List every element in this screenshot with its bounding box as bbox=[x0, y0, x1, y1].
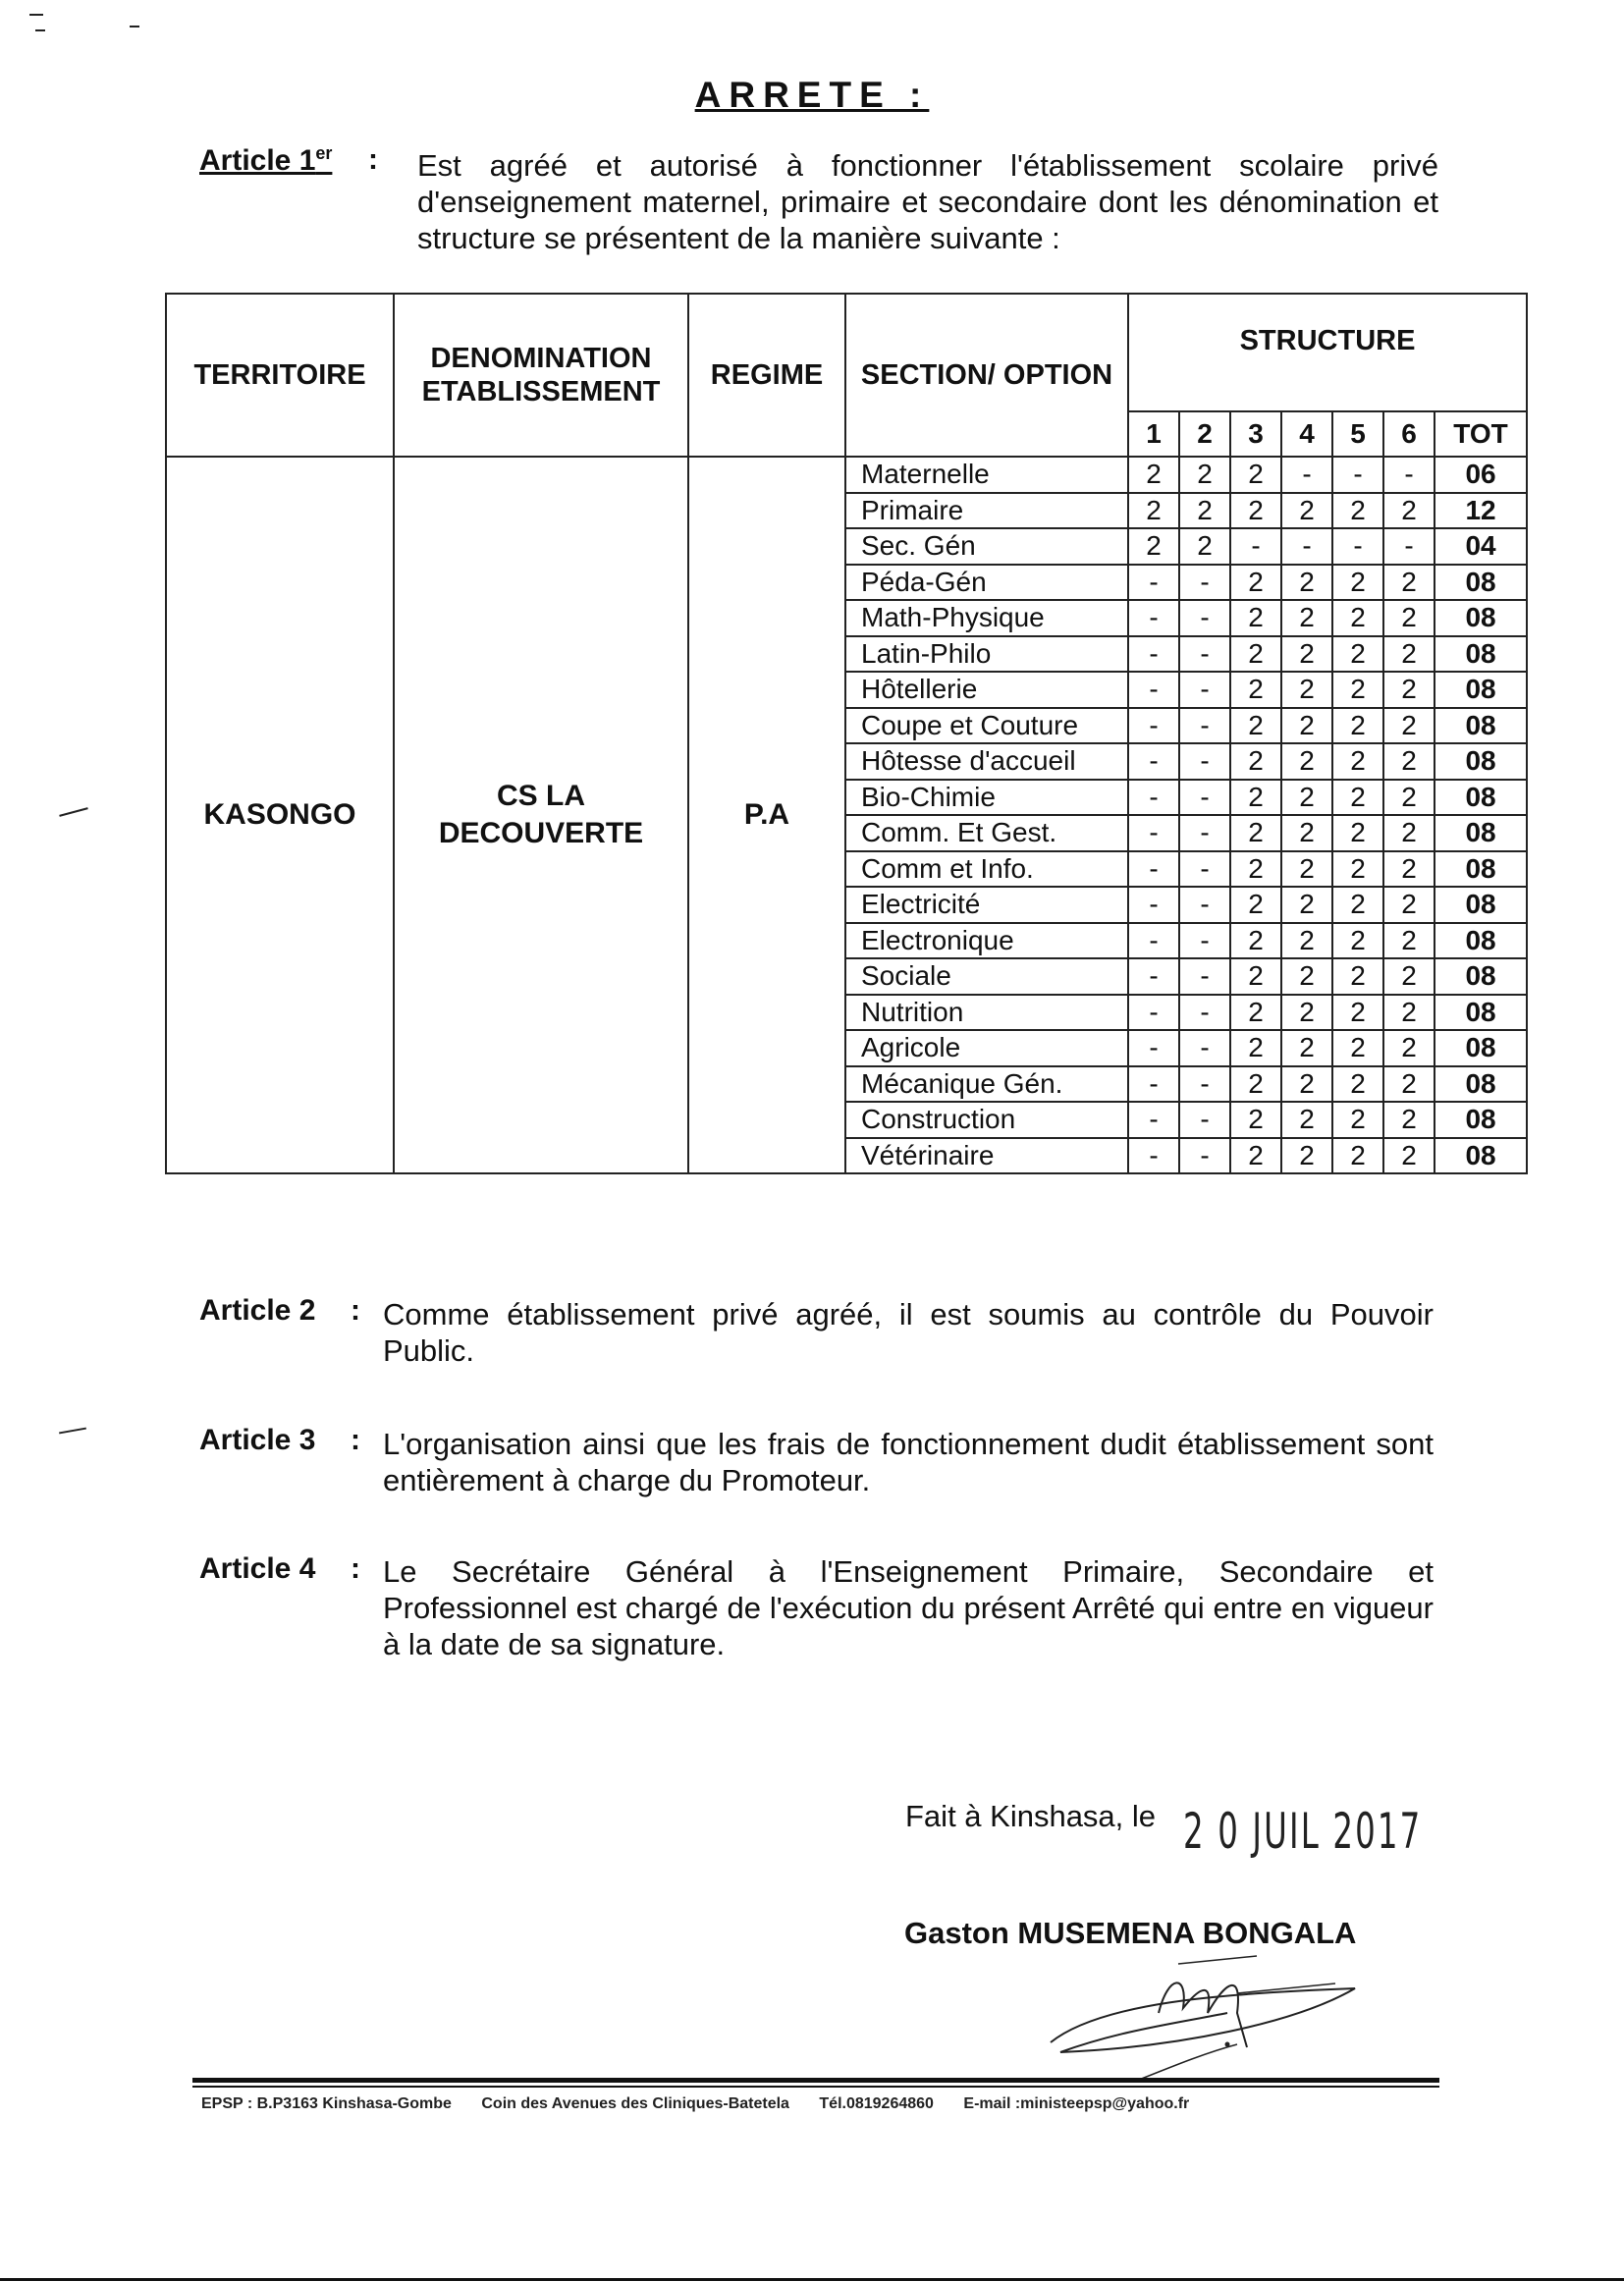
cell-level-2: - bbox=[1179, 923, 1230, 959]
cell-level-4: 2 bbox=[1281, 887, 1332, 923]
footer-rule-thick bbox=[192, 2078, 1439, 2083]
handwritten-signature bbox=[1041, 1954, 1375, 2082]
cell-level-2: - bbox=[1179, 815, 1230, 851]
cell-level-2: - bbox=[1179, 1066, 1230, 1103]
cell-level-4: 2 bbox=[1281, 600, 1332, 636]
cell-level-5: 2 bbox=[1332, 780, 1383, 816]
cell-total: 08 bbox=[1435, 923, 1527, 959]
footer-rule-thin bbox=[192, 2086, 1439, 2088]
cell-level-1: - bbox=[1128, 743, 1179, 780]
header-regime: REGIME bbox=[688, 294, 845, 457]
footer-email: E-mail :ministeepsp@yahoo.fr bbox=[963, 2095, 1190, 2112]
cell-total: 08 bbox=[1435, 1066, 1527, 1103]
cell-territoire: KASONGO bbox=[166, 457, 394, 1173]
cell-level-2: 2 bbox=[1179, 528, 1230, 565]
cell-level-5: 2 bbox=[1332, 923, 1383, 959]
cell-level-2: 2 bbox=[1179, 493, 1230, 529]
cell-level-6: 2 bbox=[1383, 1138, 1435, 1174]
cell-level-3: 2 bbox=[1230, 493, 1281, 529]
cell-level-6: 2 bbox=[1383, 600, 1435, 636]
cell-level-2: - bbox=[1179, 672, 1230, 708]
cell-level-5: 2 bbox=[1332, 636, 1383, 673]
cell-level-4: 2 bbox=[1281, 493, 1332, 529]
cell-option: Comm. Et Gest. bbox=[845, 815, 1128, 851]
cell-level-1: - bbox=[1128, 1030, 1179, 1066]
cell-total: 08 bbox=[1435, 815, 1527, 851]
cell-level-5: 2 bbox=[1332, 887, 1383, 923]
cell-level-5: 2 bbox=[1332, 1102, 1383, 1138]
page-bottom-edge bbox=[0, 2278, 1624, 2281]
header-total: TOT bbox=[1435, 411, 1527, 457]
table-row bbox=[166, 457, 1527, 493]
article-3-separator: : bbox=[351, 1424, 360, 1456]
cell-level-6: 2 bbox=[1383, 923, 1435, 959]
cell-level-4: 2 bbox=[1281, 1066, 1332, 1103]
structure-table-body bbox=[166, 457, 1527, 1173]
article-1-label-text: Article 1 bbox=[199, 144, 316, 177]
cell-level-1: - bbox=[1128, 780, 1179, 816]
cell-level-3: 2 bbox=[1230, 780, 1281, 816]
cell-total: 08 bbox=[1435, 565, 1527, 601]
cell-level-6: - bbox=[1383, 528, 1435, 565]
cell-level-4: 2 bbox=[1281, 636, 1332, 673]
cell-total: 08 bbox=[1435, 672, 1527, 708]
cell-option: Péda-Gén bbox=[845, 565, 1128, 601]
article-4-text: Le Secrétaire Général à l'Enseignement Primaire, Secondaire et Professionnel est chargé de l'exécution du présent Arrêté qui entre en vigueur à la date de sa signature. bbox=[383, 1554, 1434, 1661]
cell-level-4: - bbox=[1281, 457, 1332, 493]
cell-level-3: 2 bbox=[1230, 1066, 1281, 1103]
cell-level-1: 2 bbox=[1128, 493, 1179, 529]
cell-option: Math-Physique bbox=[845, 600, 1128, 636]
cell-option: Vétérinaire bbox=[845, 1138, 1128, 1174]
cell-level-3: 2 bbox=[1230, 708, 1281, 744]
cell-level-3: 2 bbox=[1230, 995, 1281, 1031]
scan-mark bbox=[59, 1428, 86, 1435]
cell-level-2: 2 bbox=[1179, 457, 1230, 493]
header-level-2: 2 bbox=[1179, 411, 1230, 457]
cell-level-3: 2 bbox=[1230, 1102, 1281, 1138]
cell-option: Electronique bbox=[845, 923, 1128, 959]
header-structure: STRUCTURE bbox=[1128, 294, 1527, 411]
footer bbox=[201, 2095, 1215, 2113]
cell-level-3: 2 bbox=[1230, 815, 1281, 851]
cell-option: Electricité bbox=[845, 887, 1128, 923]
article-1-label bbox=[199, 143, 332, 178]
footer-street: Coin des Avenues des Cliniques-Batetela bbox=[481, 2095, 789, 2112]
cell-level-6: 2 bbox=[1383, 780, 1435, 816]
cell-level-2: - bbox=[1179, 995, 1230, 1031]
cell-level-6: 2 bbox=[1383, 1066, 1435, 1103]
cell-total: 08 bbox=[1435, 995, 1527, 1031]
cell-level-6: 2 bbox=[1383, 708, 1435, 744]
cell-option: Nutrition bbox=[845, 995, 1128, 1031]
cell-level-2: - bbox=[1179, 565, 1230, 601]
cell-total: 08 bbox=[1435, 600, 1527, 636]
header-level-5: 5 bbox=[1332, 411, 1383, 457]
cell-level-6: 2 bbox=[1383, 636, 1435, 673]
cell-level-5: 2 bbox=[1332, 1030, 1383, 1066]
cell-level-3: 2 bbox=[1230, 851, 1281, 888]
cell-level-1: - bbox=[1128, 887, 1179, 923]
signature-place: Fait à Kinshasa, le bbox=[905, 1799, 1157, 1833]
cell-total: 08 bbox=[1435, 851, 1527, 888]
cell-level-3: 2 bbox=[1230, 1138, 1281, 1174]
cell-level-1: - bbox=[1128, 1102, 1179, 1138]
article-1-label-sup: er bbox=[315, 143, 333, 163]
cell-level-6: 2 bbox=[1383, 1030, 1435, 1066]
scan-mark bbox=[35, 29, 45, 31]
cell-level-4: - bbox=[1281, 528, 1332, 565]
cell-option: Hôtellerie bbox=[845, 672, 1128, 708]
cell-level-4: 2 bbox=[1281, 815, 1332, 851]
cell-level-1: - bbox=[1128, 815, 1179, 851]
article-1-separator: : bbox=[368, 143, 378, 176]
cell-level-4: 2 bbox=[1281, 958, 1332, 995]
cell-level-3: 2 bbox=[1230, 923, 1281, 959]
cell-level-3: 2 bbox=[1230, 672, 1281, 708]
cell-option: Hôtesse d'accueil bbox=[845, 743, 1128, 780]
cell-option: Sec. Gén bbox=[845, 528, 1128, 565]
cell-total: 08 bbox=[1435, 636, 1527, 673]
cell-level-6: 2 bbox=[1383, 815, 1435, 851]
cell-level-3: 2 bbox=[1230, 636, 1281, 673]
cell-level-5: 2 bbox=[1332, 995, 1383, 1031]
header-denomination: DENOMINATION ETABLISSEMENT bbox=[394, 294, 688, 457]
cell-total: 08 bbox=[1435, 1030, 1527, 1066]
cell-level-5: 2 bbox=[1332, 600, 1383, 636]
header-level-1: 1 bbox=[1128, 411, 1179, 457]
cell-level-5: 2 bbox=[1332, 958, 1383, 995]
cell-level-2: - bbox=[1179, 1102, 1230, 1138]
cell-level-3: 2 bbox=[1230, 743, 1281, 780]
article-2-separator: : bbox=[351, 1294, 360, 1327]
article-1-text: Est agréé et autorisé à fonctionner l'établissement scolaire privé d'enseignement maternel, primaire et secondaire dont les dénomination et structure se présentent de la manière suivante : bbox=[417, 148, 1438, 255]
cell-level-1: - bbox=[1128, 1066, 1179, 1103]
cell-level-1: - bbox=[1128, 851, 1179, 888]
cell-total: 06 bbox=[1435, 457, 1527, 493]
cell-option: Comm et Info. bbox=[845, 851, 1128, 888]
footer-phone: Tél.0819264860 bbox=[819, 2095, 934, 2112]
cell-option: Bio-Chimie bbox=[845, 780, 1128, 816]
cell-level-1: - bbox=[1128, 636, 1179, 673]
cell-level-2: - bbox=[1179, 708, 1230, 744]
cell-level-4: 2 bbox=[1281, 743, 1332, 780]
cell-level-4: 2 bbox=[1281, 708, 1332, 744]
cell-level-6: 2 bbox=[1383, 851, 1435, 888]
cell-level-3: - bbox=[1230, 528, 1281, 565]
cell-level-2: - bbox=[1179, 743, 1230, 780]
header-level-4: 4 bbox=[1281, 411, 1332, 457]
cell-denomination: CS LA DECOUVERTE bbox=[394, 457, 688, 1173]
document-title: ARRETE : bbox=[694, 75, 930, 115]
cell-option: Agricole bbox=[845, 1030, 1128, 1066]
signatory-name: Gaston MUSEMENA BONGALA bbox=[904, 1916, 1357, 1950]
cell-level-6: 2 bbox=[1383, 493, 1435, 529]
cell-level-4: 2 bbox=[1281, 565, 1332, 601]
cell-level-2: - bbox=[1179, 600, 1230, 636]
article-4-separator: : bbox=[351, 1552, 360, 1585]
cell-level-5: 2 bbox=[1332, 1066, 1383, 1103]
cell-level-4: 2 bbox=[1281, 672, 1332, 708]
cell-level-1: 2 bbox=[1128, 457, 1179, 493]
cell-option: Mécanique Gén. bbox=[845, 1066, 1128, 1103]
cell-total: 08 bbox=[1435, 708, 1527, 744]
cell-level-2: - bbox=[1179, 636, 1230, 673]
cell-level-4: 2 bbox=[1281, 1102, 1332, 1138]
cell-level-3: 2 bbox=[1230, 1030, 1281, 1066]
cell-total: 08 bbox=[1435, 887, 1527, 923]
cell-level-2: - bbox=[1179, 851, 1230, 888]
cell-level-1: - bbox=[1128, 923, 1179, 959]
cell-level-5: 2 bbox=[1332, 672, 1383, 708]
structure-table bbox=[165, 293, 1528, 1174]
cell-total: 08 bbox=[1435, 780, 1527, 816]
article-2-label: Article 2 bbox=[199, 1294, 316, 1327]
cell-level-6: 2 bbox=[1383, 958, 1435, 995]
cell-level-4: 2 bbox=[1281, 1030, 1332, 1066]
cell-level-6: 2 bbox=[1383, 887, 1435, 923]
article-2-text: Comme établissement privé agréé, il est soumis au contrôle du Pouvoir Public. bbox=[383, 1297, 1434, 1368]
cell-level-1: - bbox=[1128, 600, 1179, 636]
cell-level-5: 2 bbox=[1332, 851, 1383, 888]
cell-level-6: 2 bbox=[1383, 1102, 1435, 1138]
cell-level-3: 2 bbox=[1230, 565, 1281, 601]
scan-mark bbox=[29, 14, 43, 16]
cell-level-4: 2 bbox=[1281, 851, 1332, 888]
cell-level-5: - bbox=[1332, 528, 1383, 565]
cell-level-3: 2 bbox=[1230, 600, 1281, 636]
header-level-3: 3 bbox=[1230, 411, 1281, 457]
cell-option: Coupe et Couture bbox=[845, 708, 1128, 744]
cell-level-1: - bbox=[1128, 565, 1179, 601]
cell-level-3: 2 bbox=[1230, 457, 1281, 493]
cell-level-5: 2 bbox=[1332, 815, 1383, 851]
header-territoire: TERRITOIRE bbox=[166, 294, 394, 457]
cell-level-3: 2 bbox=[1230, 958, 1281, 995]
cell-level-5: - bbox=[1332, 457, 1383, 493]
cell-total: 08 bbox=[1435, 1102, 1527, 1138]
cell-level-2: - bbox=[1179, 780, 1230, 816]
scan-mark bbox=[130, 26, 139, 27]
cell-level-1: - bbox=[1128, 995, 1179, 1031]
cell-level-6: 2 bbox=[1383, 565, 1435, 601]
cell-level-6: 2 bbox=[1383, 995, 1435, 1031]
cell-level-2: - bbox=[1179, 1030, 1230, 1066]
header-section-option: SECTION/ OPTION bbox=[845, 294, 1128, 457]
cell-option: Latin-Philo bbox=[845, 636, 1128, 673]
cell-level-1: - bbox=[1128, 708, 1179, 744]
cell-level-4: 2 bbox=[1281, 780, 1332, 816]
cell-level-4: 2 bbox=[1281, 1138, 1332, 1174]
header-level-6: 6 bbox=[1383, 411, 1435, 457]
cell-option: Maternelle bbox=[845, 457, 1128, 493]
signature-date-stamp: 2 0 JUIL 2017 bbox=[1183, 1803, 1423, 1860]
cell-total: 08 bbox=[1435, 1138, 1527, 1174]
cell-level-2: - bbox=[1179, 1138, 1230, 1174]
article-3-label: Article 3 bbox=[199, 1424, 316, 1456]
scan-mark bbox=[59, 807, 87, 817]
cell-level-2: - bbox=[1179, 887, 1230, 923]
cell-total: 08 bbox=[1435, 958, 1527, 995]
cell-total: 08 bbox=[1435, 743, 1527, 780]
cell-level-5: 2 bbox=[1332, 565, 1383, 601]
cell-total: 12 bbox=[1435, 493, 1527, 529]
cell-level-5: 2 bbox=[1332, 493, 1383, 529]
cell-level-5: 2 bbox=[1332, 743, 1383, 780]
cell-level-1: - bbox=[1128, 1138, 1179, 1174]
cell-level-6: - bbox=[1383, 457, 1435, 493]
cell-total: 04 bbox=[1435, 528, 1527, 565]
article-3-text: L'organisation ainsi que les frais de fonctionnement dudit établissement sont entièrement à charge du Promoteur. bbox=[383, 1427, 1434, 1497]
cell-level-4: 2 bbox=[1281, 995, 1332, 1031]
cell-level-1: - bbox=[1128, 958, 1179, 995]
cell-level-5: 2 bbox=[1332, 708, 1383, 744]
cell-option: Sociale bbox=[845, 958, 1128, 995]
cell-level-4: 2 bbox=[1281, 923, 1332, 959]
article-4-label: Article 4 bbox=[199, 1552, 316, 1585]
cell-option: Construction bbox=[845, 1102, 1128, 1138]
cell-level-2: - bbox=[1179, 958, 1230, 995]
cell-level-1: 2 bbox=[1128, 528, 1179, 565]
cell-level-3: 2 bbox=[1230, 887, 1281, 923]
cell-level-1: - bbox=[1128, 672, 1179, 708]
cell-level-6: 2 bbox=[1383, 743, 1435, 780]
cell-option: Primaire bbox=[845, 493, 1128, 529]
cell-level-6: 2 bbox=[1383, 672, 1435, 708]
footer-address: EPSP : B.P3163 Kinshasa-Gombe bbox=[201, 2095, 452, 2112]
cell-level-5: 2 bbox=[1332, 1138, 1383, 1174]
cell-regime: P.A bbox=[688, 457, 845, 1173]
